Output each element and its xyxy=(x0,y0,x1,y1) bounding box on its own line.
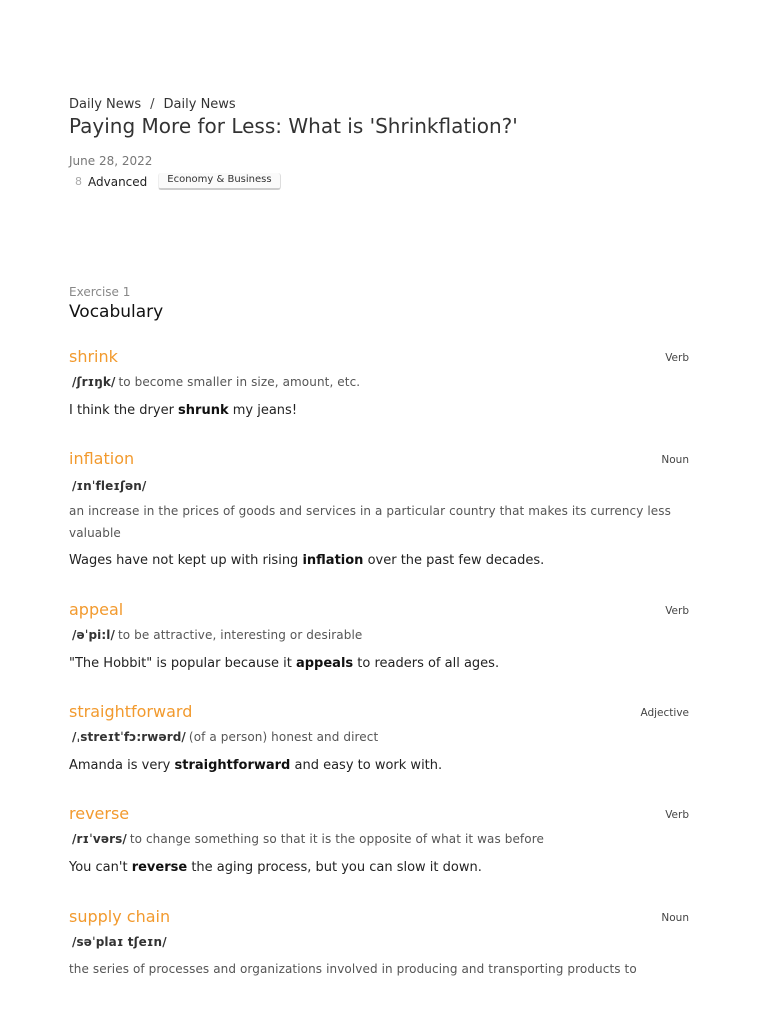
breadcrumb xyxy=(69,97,236,112)
definition: to be attractive, interesting or desirable xyxy=(118,628,363,642)
article-date: June 28, 2022 xyxy=(69,154,153,168)
part-of-speech: Noun xyxy=(661,912,689,924)
example-keyword: appeals xyxy=(295,656,354,671)
vocab-word: reverse xyxy=(69,804,130,823)
vocab-word: supply chain xyxy=(69,907,171,926)
vocab-entry xyxy=(69,600,689,671)
part-of-speech: Noun xyxy=(661,454,689,466)
pronunciation: /rɪˈvərs/ xyxy=(72,832,127,846)
breadcrumb-link-current[interactable]: Daily News xyxy=(163,97,236,112)
part-of-speech: Verb xyxy=(665,605,689,617)
example-keyword: reverse xyxy=(131,860,188,875)
part-of-speech: Adjective xyxy=(640,707,689,719)
vocab-entry xyxy=(69,347,689,418)
example-keyword: straightforward xyxy=(174,758,291,773)
definition: an increase in the prices of goods and services in a particular country that makes its currency less valuable xyxy=(69,504,671,540)
vocab-word: appeal xyxy=(69,600,124,619)
vocab-entry xyxy=(69,702,689,773)
pronunciation: /ʃrɪŋk/ xyxy=(72,375,116,389)
vocab-entry xyxy=(69,804,689,875)
vocab-word: shrink xyxy=(69,347,118,366)
exercise-label: Exercise 1 xyxy=(69,285,131,299)
definition: the series of processes and organizations involved in producing and transporting products to xyxy=(69,962,637,976)
example-sentence: Wages have not kept up with rising inflation over the past few decades. xyxy=(69,553,545,568)
category-tag[interactable]: Economy & Business xyxy=(158,173,280,190)
example-sentence: "The Hobbit" is popular because it appeals to readers of all ages. xyxy=(69,656,500,671)
pronunciation: /səˈplaɪ tʃeɪn/ xyxy=(72,935,167,949)
pronunciation: /əˈpi:l/ xyxy=(72,628,115,642)
example-sentence: Amanda is very straightforward and easy to work with. xyxy=(69,758,443,773)
page-title: Paying More for Less: What is 'Shrinkflation?' xyxy=(69,114,518,138)
pronunciation: /ˌstreɪtˈfɔ:rwərd/ xyxy=(72,730,186,744)
definition: to change something so that it is the opposite of what it was before xyxy=(129,832,544,846)
breadcrumb-separator: / xyxy=(150,97,155,112)
vocab-word: straightforward xyxy=(69,702,193,721)
example-keyword: shrunk xyxy=(178,403,229,418)
vocab-entry xyxy=(69,449,689,568)
article-meta xyxy=(69,173,281,190)
definition: to become smaller in size, amount, etc. xyxy=(118,375,361,389)
example-sentence: You can't reverse the aging process, but you can slow it down. xyxy=(69,860,482,875)
part-of-speech: Verb xyxy=(665,352,689,364)
breadcrumb-link-section[interactable]: Daily News xyxy=(69,97,142,112)
pronunciation: /ɪnˈfleɪʃən/ xyxy=(72,479,147,493)
level-label: Advanced xyxy=(88,174,148,189)
example-sentence: I think the dryer shrunk my jeans! xyxy=(69,403,298,418)
vocab-word: inflation xyxy=(69,449,135,468)
definition: (of a person) honest and direct xyxy=(188,730,379,744)
example-keyword: inflation xyxy=(302,553,364,568)
vocab-entry xyxy=(69,907,689,980)
section-title: Vocabulary xyxy=(69,302,164,322)
part-of-speech: Verb xyxy=(665,809,689,821)
level-number: 8 xyxy=(75,175,82,188)
